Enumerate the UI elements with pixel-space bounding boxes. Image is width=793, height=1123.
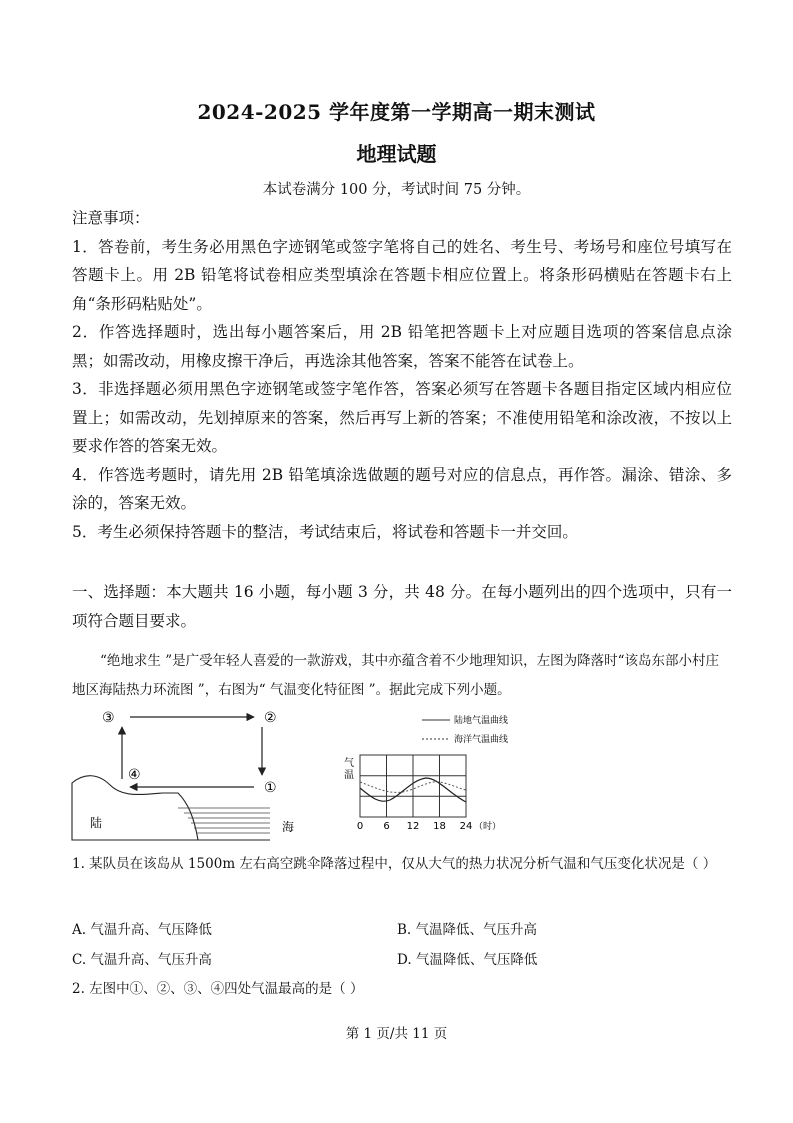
point-3: ③	[102, 710, 115, 726]
x-tick-0: 0	[356, 821, 364, 832]
notice-block	[72, 204, 732, 546]
point-1: ①	[264, 780, 277, 796]
question-1-option-d[interactable]: D. 气温降低、气压降低	[397, 952, 538, 968]
x-tick-24: 24	[459, 821, 473, 832]
notice-item-2: 2．作答选择题时，选出每小题答案后，用 2B 铅笔把答题卡上对应题目选项的答案信息点涂黑；如需改动，用橡皮擦干净后，再选涂其他答案，答案不能答在试卷上。	[72, 323, 732, 370]
exam-info: 本试卷满分 100 分，考试时间 75 分钟。	[262, 182, 531, 198]
question-stem	[72, 647, 732, 704]
section-heading: 一、选择题：本大题共 16 小题，每小题 3 分，共 48 分。在每小题列出的四个选项中，只有一项符合题目要求。	[72, 583, 732, 630]
x-tick-12: 12	[406, 821, 420, 832]
point-2: ②	[264, 710, 277, 726]
exam-subject: 地理试题	[356, 142, 437, 166]
question-1: 1. 某队员在该岛从 1500m 左右高空跳伞降落过程中，仅从大气的热力状况分析气温和气压变化状况是（ ）	[72, 856, 717, 872]
x-unit: （时）	[474, 822, 502, 832]
exam-title: 2024-2025 学年度第一学期高一期末测试	[197, 100, 596, 124]
notice-item-1: 1．答卷前，考生务必用黑色字迹钢笔或签字笔将自己的姓名、考生号、考场号和座位号填写在答题卡上。用 2B 铅笔将试卷相应类型填涂在答题卡相应位置上。将条形码横贴在答题卡右上角“条形码粘贴处”。	[72, 237, 732, 313]
y-label-2: 温	[344, 770, 354, 781]
notice-heading: 注意事项：	[72, 209, 150, 227]
page-number: 第 1 页/共 11 页	[345, 1026, 448, 1042]
legend-sea: 海洋气温曲线	[454, 735, 509, 745]
point-4: ④	[128, 767, 141, 783]
notice-item-4: 4．作答选考题时，请先用 2B 铅笔填涂选做题的题号对应的信息点，再作答。漏涂、错涂、多涂的，答案无效。	[72, 465, 732, 512]
land-label: 陆	[90, 816, 103, 830]
question-1-option-a[interactable]: A. 气温升高、气压降低	[72, 922, 212, 938]
legend-land: 陆地气温曲线	[454, 716, 509, 726]
y-label-1: 气	[344, 758, 354, 769]
question-stem-text: “绝地求生 ”是广受年轻人喜爱的一款游戏，其中亦蕴含着不少地理知识，左图为降落时“该岛东部小村庄地区海陆热力环流图 ”，右图为“ 气温变化特征图 ”。据此完成下列小题。	[72, 653, 719, 698]
question-1-option-c[interactable]: C. 气温升高、气压升高	[72, 952, 212, 968]
temperature-chart	[340, 708, 520, 836]
x-tick-18: 18	[433, 821, 446, 832]
x-tick-6: 6	[383, 821, 390, 832]
notice-item-5: 5．考生必须保持答题卡的整洁，考试结束后，将试卷和答题卡一并交回。	[72, 522, 578, 541]
chart-grid	[360, 755, 466, 817]
question-2: 2. 左图中①、②、③、④四处气温最高的是（ ）	[72, 981, 364, 997]
circulation-diagram	[70, 705, 340, 845]
sea-label: 海	[282, 820, 295, 834]
notice-item-3: 3．非选择题必须用黑色字迹钢笔或签字笔作答，答案必须写在答题卡各题目指定区域内相应位置上；如需改动，先划掉原来的答案，然后再写上新的答案；不准使用铅笔和涂改液，不按以上要求作答的答案无效。	[72, 380, 732, 455]
question-1-option-b[interactable]: B. 气温降低、气压升高	[397, 922, 538, 938]
